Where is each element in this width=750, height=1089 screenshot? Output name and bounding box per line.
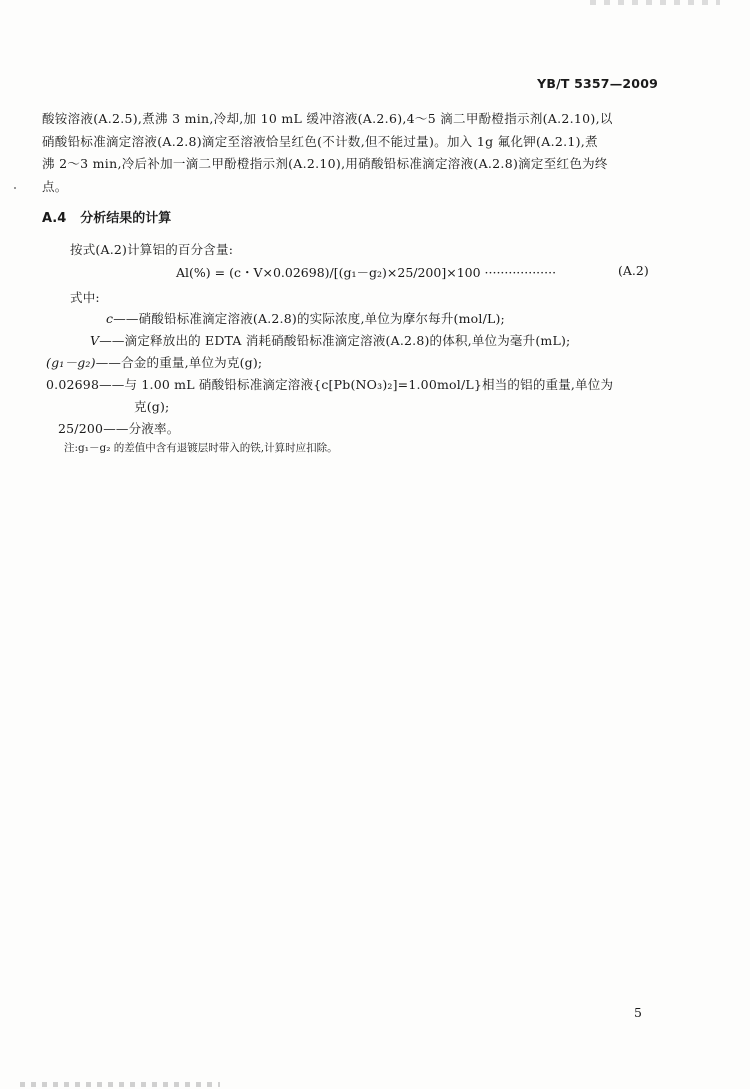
- body-paragraph: [42, 108, 667, 198]
- paragraph-line-4: 点。: [42, 178, 68, 194]
- paragraph-line-1: 酸铵溶液(A.2.5),煮沸 3 min,冷却,加 10 mL 缓冲溶液(A.2.6),4～5 滴二甲酚橙指示剂(A.2.10),以: [42, 111, 613, 126]
- formula-expression: Al(%) = (c・V×0.02698)/[(g₁－g₂)×25/200]×100 ··················: [176, 265, 557, 280]
- where-label: 式中:: [70, 290, 100, 305]
- section-number: A.4: [42, 211, 67, 226]
- term-description: 分液率。: [128, 421, 180, 436]
- scan-speck: [14, 187, 16, 189]
- footnote: 注:g₁－g₂ 的差值中含有退镀层时带入的铁,计算时应扣除。: [64, 442, 338, 454]
- section-heading: [42, 207, 171, 226]
- paragraph-line-3: 沸 2～3 min,冷后补加一滴二甲酚橙指示剂(A.2.10),用硝酸铅标准滴定溶液(A.2.8)滴定至红色为终: [42, 156, 608, 171]
- term-description: 滴定释放出的 EDTA 消耗硝酸铅标准滴定溶液(A.2.8)的体积,单位为毫升(mL);: [124, 333, 571, 348]
- term-dash: ——: [99, 333, 125, 348]
- standard-code: YB/T 5357—2009: [537, 76, 658, 91]
- term-v: [90, 331, 570, 349]
- term-dash: ——: [95, 355, 122, 370]
- formula-a2: [176, 263, 649, 281]
- term-symbol: V: [90, 333, 100, 348]
- term-split-ratio: [58, 419, 179, 437]
- term-coefficient-cont: 克(g);: [134, 399, 170, 414]
- scan-noise-bottom: [20, 1082, 220, 1087]
- term-description: 合金的重量,单位为克(g);: [121, 355, 263, 370]
- section-title: 分析结果的计算: [80, 211, 172, 226]
- page-number: 5: [634, 1005, 642, 1020]
- term-dash: ——: [99, 377, 125, 392]
- term-coefficient: [46, 375, 613, 393]
- paragraph-line-2: 硝酸铅标准滴定溶液(A.2.8)滴定至溶液恰呈红色(不计数,但不能过量)。加入 1g 氟化钾(A.2.1),煮: [42, 133, 598, 149]
- term-symbol: 0.02698: [46, 377, 100, 392]
- term-description: 硝酸铅标准滴定溶液(A.2.8)的实际浓度,单位为摩尔每升(mol/L);: [138, 311, 505, 326]
- formula-intro: 按式(A.2)计算铝的百分含量:: [70, 242, 234, 257]
- term-description: 与 1.00 mL 硝酸铅标准滴定溶液{c[Pb(NO₃)₂]=1.00mol/L}相当的铝的重量,单位为: [124, 377, 614, 392]
- term-g1-g2: [46, 353, 262, 371]
- term-symbol: (g₁－g₂): [46, 355, 96, 370]
- term-dash: ——: [103, 421, 129, 436]
- scan-noise-top: [590, 0, 720, 5]
- term-symbol: 25/200: [58, 421, 104, 436]
- term-symbol: c: [106, 311, 114, 326]
- term-dash: ——: [113, 311, 139, 326]
- term-c: [106, 309, 505, 327]
- formula-number: (A.2): [618, 263, 649, 278]
